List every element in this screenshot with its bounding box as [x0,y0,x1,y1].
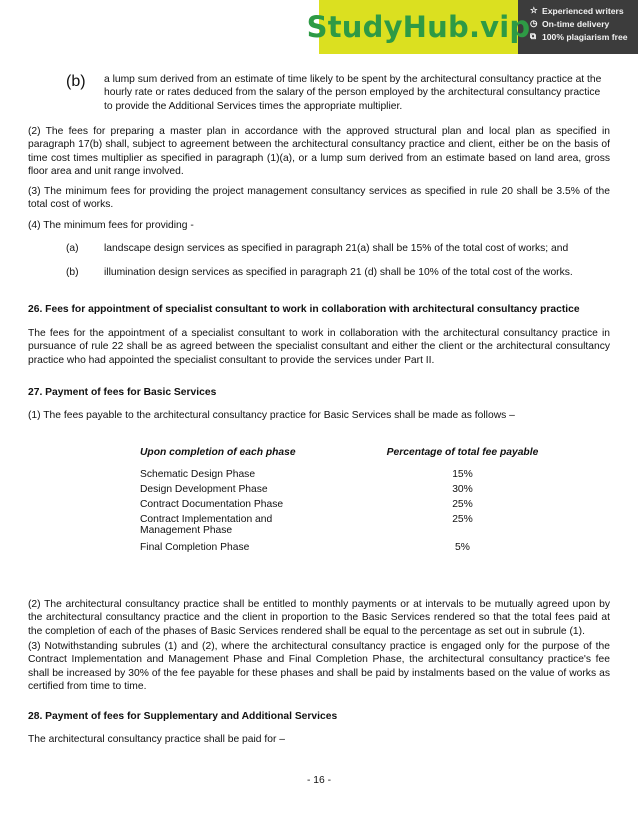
section-26-heading: 26. Fees for appointment of specialist consultant to work in collaboration with architectural consultancy practice [28,304,580,315]
item-line: a lump sum derived from an estimate of time likely to be spent by the architectural consultancy practice at the [104,74,602,85]
percentage-cell: 25% [452,514,473,525]
table-row [140,542,540,553]
studyhub-logo[interactable]: StudyHub.vip [319,0,518,54]
feature-label: 100% plagiarism free [542,31,628,42]
table-row [140,514,540,536]
section-27-para-2: (2) The architectural consultancy practice shall be entitled to monthly payments or at intervals to be mutually agreed upon by the architectural consultancy practice and the client in proportion to the Basic Services rendered so that the total fees paid at the completion of each of the phases of Basic Services rendered shall be equal to the percentage as set out in subrule (1). [28,599,610,637]
banner-features [518,0,638,54]
col-header-percentage: Percentage of total fee payable [386,447,539,458]
percentage-cell: 15% [452,469,473,480]
table-row [140,484,540,495]
section-27-para-3: (3) Notwithstanding subrules (1) and (2), where the architectural consultancy practice is engaged only for the purpose of the Contract Implementation and Management Phase and Final Completion Phase, the architectural consultancy practice's fee shall be increased by 30% of the fee payable for these phases and shall be paid by instalments based on the value of works as certified from time to time. [28,641,610,693]
item-text: landscape design services as specified in paragraph 21(a) shall be 15% of the total cost of works; and [104,243,569,254]
percentage-cell: 25% [452,499,473,510]
badge-icon: ⧉ [530,31,537,41]
feature-experienced-writers [530,5,638,16]
feature-plagiarism-free [530,31,638,42]
studyhub-banner[interactable] [306,0,638,54]
table-row [140,469,540,480]
phase-cell: Final Completion Phase [140,542,250,553]
section-28-body: The architectural consultancy practice shall be paid for – [28,734,285,745]
item-label: (b) [66,267,79,278]
item-line: to provide the Additional Services times the appropriate multiplier. [104,100,403,112]
phase-cell: Contract Documentation Phase [140,499,284,510]
feature-on-time-delivery [530,18,638,29]
paragraph-4: (4) The minimum fees for providing - [28,220,194,231]
section-26-body: The fees for the appointment of a specialist consultant to work in collaboration with the architectural consultancy practice in pursuance of rule 22 shall be as agreed between the specialist consultant and either the client or the architectural consultancy practice who had appointed the specialist consultant to provide the services under Part II. [28,328,610,366]
paragraph-3: (3) The minimum fees for providing the project management consultancy services as specified in rule 20 shall be 3.5% of the total cost of works. [28,186,610,211]
paragraph-2: (2) The fees for preparing a master plan in accordance with the approved structural plan and local plan as specified in paragraph 17(b) shall, subject to agreement between the architectural consultancy practice and client, either be on the basis of time cost times multiplier as specified in paragraph (1)(a), or a lump sum derived from an estimate based on land area, gross floor area and unit range involved. [28,126,610,178]
phase-cell-continued: Management Phase [140,525,233,536]
item-line: hourly rate or rates deduced from the salary of the person employed by the architectural consultancy practice [104,87,601,99]
fee-table [140,447,540,553]
percentage-cell: 5% [455,542,470,553]
item-text: illumination design services as specified in paragraph 21 (d) shall be 10% of the total cost of the works. [104,267,573,278]
page-number: - 16 - [306,775,332,786]
item-label: (b) [66,73,86,90]
feature-label: Experienced writers [542,5,624,16]
section-27-intro: (1) The fees payable to the architectural consultancy practice for Basic Services shall be made as follows – [28,410,515,421]
star-icon: ☆ [530,5,538,15]
section-28-heading: 28. Payment of fees for Supplementary and Additional Services [28,711,338,722]
phase-cell: Schematic Design Phase [140,469,256,480]
phase-cell: Design Development Phase [140,484,268,495]
fee-table-header [140,447,540,458]
clock-icon: ◷ [530,18,538,28]
section-27-heading: 27. Payment of fees for Basic Services [28,387,217,398]
phase-cell: Contract Implementation and [140,514,273,525]
feature-label: On-time delivery [542,18,610,29]
item-label: (a) [66,243,79,254]
col-header-phase: Upon completion of each phase [140,447,296,458]
table-row [140,499,540,510]
percentage-cell: 30% [452,484,473,495]
